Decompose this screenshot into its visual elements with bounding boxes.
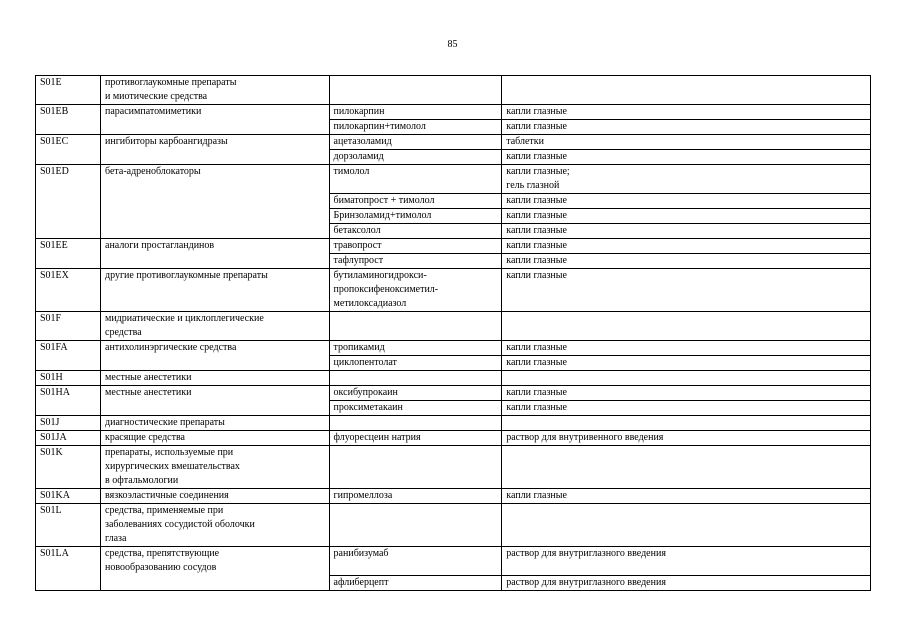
table-row (36, 105, 871, 120)
drug-name-cell (329, 76, 502, 105)
atc-code-cell: S01E (36, 76, 101, 105)
group-name-line: противоглаукомные препараты (105, 77, 237, 88)
dosage-form-cell (502, 446, 871, 489)
dosage-form-cell (502, 504, 871, 547)
drug-name-cell: афлиберцепт (329, 576, 502, 591)
dosage-form-cell: капли глазные (502, 401, 871, 416)
group-name-line: хирургических вмешательствах (105, 461, 240, 472)
dosage-form-cell: капли глазные (502, 386, 871, 401)
table-row (36, 489, 871, 504)
table-row (36, 312, 871, 341)
drug-name-cell: гипромеллоза (329, 489, 502, 504)
table-row (36, 76, 871, 105)
atc-code-cell: S01HA (36, 386, 101, 416)
group-name-cell: местные анестетики (101, 371, 330, 386)
atc-code-cell: S01KA (36, 489, 101, 504)
table-row (36, 446, 871, 489)
dosage-form-cell (502, 416, 871, 431)
group-name-line: средства, препятствующие (105, 548, 220, 559)
drug-name-cell: Бринзоламид+тимолол (329, 209, 502, 224)
table-row (36, 341, 871, 356)
group-name-cell: другие противоглаукомные препараты (101, 269, 330, 312)
dosage-form-cell (502, 76, 871, 105)
group-name-line: мидриатические и циклоплегические (105, 313, 264, 324)
drug-name-line: метилоксадиазол (333, 298, 407, 309)
group-name-cell (101, 76, 330, 105)
drug-name-cell: пилокарпин+тимолол (329, 120, 502, 135)
atc-code-cell: S01F (36, 312, 101, 341)
group-name-cell: бета-адреноблокаторы (101, 165, 330, 239)
drug-name-cell (329, 269, 502, 312)
group-name-line: глаза (105, 533, 127, 544)
drug-table-body (36, 76, 871, 591)
group-name-cell: вязкоэластичные соединения (101, 489, 330, 504)
atc-code-cell: S01EX (36, 269, 101, 312)
dosage-form-cell: капли глазные (502, 239, 871, 254)
dosage-form-cell: капли глазные (502, 120, 871, 135)
drug-name-cell: бетаксолол (329, 224, 502, 239)
table-row (36, 504, 871, 547)
atc-code-cell: S01LA (36, 547, 101, 591)
group-name-line: новообразованию сосудов (105, 562, 217, 573)
table-row (36, 547, 871, 576)
table-row (36, 416, 871, 431)
group-name-cell: местные анестетики (101, 386, 330, 416)
table-row (36, 269, 871, 312)
group-name-cell (101, 446, 330, 489)
group-name-cell: красящие средства (101, 431, 330, 446)
drug-name-cell (329, 312, 502, 341)
dosage-form-cell (502, 371, 871, 386)
atc-code-cell: S01EE (36, 239, 101, 269)
drug-name-cell: тропикамид (329, 341, 502, 356)
dosage-form-cell: капли глазные (502, 194, 871, 209)
atc-code-cell: S01JA (36, 431, 101, 446)
group-name-line: средства (105, 327, 142, 338)
atc-code-cell: S01ED (36, 165, 101, 239)
drug-name-cell: ранибизумаб (329, 547, 502, 576)
dosage-form-cell: раствор для внутриглазного введения (502, 576, 871, 591)
drug-name-cell (329, 446, 502, 489)
dosage-form-cell: капли глазные (502, 105, 871, 120)
dosage-form-cell: капли глазные (502, 341, 871, 356)
dosage-form-cell (502, 312, 871, 341)
dosage-form-cell: капли глазные (502, 150, 871, 165)
drug-name-cell: дорзоламид (329, 150, 502, 165)
table-row (36, 135, 871, 150)
dosage-form-cell: капли глазные (502, 269, 871, 312)
dosage-form-cell (502, 165, 871, 194)
table-row (36, 239, 871, 254)
atc-code-cell: S01K (36, 446, 101, 489)
drug-classification-table (35, 75, 871, 591)
atc-code-cell: S01J (36, 416, 101, 431)
drug-name-cell: флуоресцеин натрия (329, 431, 502, 446)
drug-name-cell: травопрост (329, 239, 502, 254)
dosage-form-line: гель глазной (506, 180, 560, 191)
table-row (36, 165, 871, 194)
group-name-line: и миотические средства (105, 91, 208, 102)
drug-name-cell: пилокарпин (329, 105, 502, 120)
drug-name-cell: циклопентолат (329, 356, 502, 371)
drug-name-cell (329, 504, 502, 547)
dosage-form-cell: капли глазные (502, 489, 871, 504)
group-name-line: средства, применяемые при (105, 505, 224, 516)
drug-name-cell (329, 416, 502, 431)
drug-name-cell: тимолол (329, 165, 502, 194)
drug-name-cell (329, 371, 502, 386)
table-row (36, 386, 871, 401)
group-name-cell: антихолинэргические средства (101, 341, 330, 371)
atc-code-cell: S01FA (36, 341, 101, 371)
group-name-line: препараты, используемые при (105, 447, 234, 458)
dosage-form-cell: капли глазные (502, 356, 871, 371)
dosage-form-cell: капли глазные (502, 224, 871, 239)
drug-name-line: пропоксифеноксиметил- (333, 284, 439, 295)
group-name-cell (101, 312, 330, 341)
table-row (36, 371, 871, 386)
group-name-cell: парасимпатомиметики (101, 105, 330, 135)
page-number: 85 (447, 39, 458, 50)
drug-name-cell: проксиметакаин (329, 401, 502, 416)
table-row (36, 431, 871, 446)
group-name-cell (101, 547, 330, 591)
drug-name-cell: оксибупрокаин (329, 386, 502, 401)
dosage-form-cell: таблетки (502, 135, 871, 150)
atc-code-cell: S01EC (36, 135, 101, 165)
dosage-form-cell: раствор для внутривенного введения (502, 431, 871, 446)
dosage-form-cell: капли глазные (502, 254, 871, 269)
group-name-cell: аналоги простагландинов (101, 239, 330, 269)
dosage-form-line: капли глазные; (506, 166, 570, 177)
atc-code-cell: S01H (36, 371, 101, 386)
group-name-cell: ингибиторы карбоангидразы (101, 135, 330, 165)
group-name-cell: диагностические препараты (101, 416, 330, 431)
atc-code-cell: S01L (36, 504, 101, 547)
dosage-form-cell: капли глазные (502, 209, 871, 224)
atc-code-cell: S01EB (36, 105, 101, 135)
drug-name-line: бутиламиногидрокси- (333, 270, 427, 281)
drug-name-cell: тафлупрост (329, 254, 502, 269)
dosage-form-cell: раствор для внутриглазного введения (502, 547, 871, 576)
drug-name-cell: биматопрост + тимолол (329, 194, 502, 209)
drug-name-cell: ацетазоламид (329, 135, 502, 150)
group-name-line: в офтальмологии (105, 475, 179, 486)
group-name-cell (101, 504, 330, 547)
group-name-line: заболеваниях сосудистой оболочки (105, 519, 255, 530)
